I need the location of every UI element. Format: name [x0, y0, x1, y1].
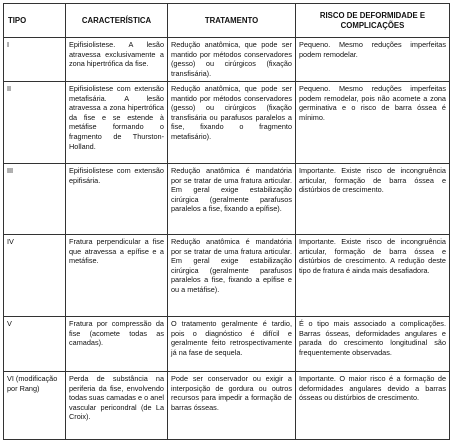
- header-tratamento: TRATAMENTO: [168, 4, 296, 38]
- cell-tratamento: Redução anatômica, que pode ser mantido por métodos conservadores (gesso) ou cirúrgicos (fixação transfisária).: [168, 38, 296, 82]
- cell-risco: Importante. O maior risco é a formação de deformidades angulares devido a barras ósseas ou distúrbios de crescimento.: [296, 372, 450, 440]
- cell-tipo: I: [4, 38, 66, 82]
- cell-tipo: III: [4, 164, 66, 235]
- table-row: [4, 82, 450, 164]
- cell-tipo: V: [4, 317, 66, 372]
- cell-tipo: II: [4, 82, 66, 164]
- table-row: [4, 38, 450, 82]
- header-risco: RISCO DE DEFORMIDADE E COMPLICAÇÕES: [296, 4, 450, 38]
- table-header-row: [4, 4, 450, 38]
- physeal-fracture-classification-table: [3, 3, 450, 440]
- table-row: [4, 372, 450, 440]
- header-caracteristica: CARACTERÍSTICA: [66, 4, 168, 38]
- cell-risco: Pequeno. Mesmo reduções imperfeitas podem remodelar.: [296, 38, 450, 82]
- cell-caracteristica: Epifisiolistese com extensão epifisária.: [66, 164, 168, 235]
- cell-risco: Importante. Existe risco de incongruência articular, formação de barra óssea e distúrbios de crescimento.: [296, 164, 450, 235]
- cell-risco: Pequeno. Mesmo reduções imperfeitas podem remodelar, pois não acomete a zona germinativa e o risco de barra óssea é mínimo.: [296, 82, 450, 164]
- cell-caracteristica: Fratura perpendicular a fise que atravessa a epífise e a metáfise.: [66, 235, 168, 317]
- header-tipo: TIPO: [4, 4, 66, 38]
- cell-tratamento: Redução anatômica é mandatória por se tratar de uma fratura articular. Em geral exige estabilização cirúrgica (geralmente parafusos paralelos a fise, fixando a epífise).: [168, 164, 296, 235]
- cell-tratamento: O tratamento geralmente é tardio, pois o diagnóstico é difícil e geralmente feito retrospectivamente já na fase de sequela.: [168, 317, 296, 372]
- cell-tratamento: Redução anatômica, que pode ser mantido por métodos conservadores (gesso) ou cirúrgicos (fixação transfisária ou parafusos paralelos a fise, fixando o fragmento metafisário).: [168, 82, 296, 164]
- cell-caracteristica: Perda de substância na periferia da fise, envolvendo todas suas camadas e o anel vascular pericondral (de La Croix).: [66, 372, 168, 440]
- cell-risco: É o tipo mais associado a complicações. Barras ósseas, deformidades angulares e parada do crescimento longitudinal são frequentemente observadas.: [296, 317, 450, 372]
- cell-caracteristica: Epifisiolistese com extensão metafisária. A lesão atravessa a zona hipertrófica da fise e se estende à metáfise formando o fragmento de Thurston-Holland.: [66, 82, 168, 164]
- cell-risco: Importante. Existe risco de incongruência articular, formação de barra óssea e distúrbios de crescimento. A redução deste tipo de fratura é ainda mais desafiadora.: [296, 235, 450, 317]
- cell-tipo: IV: [4, 235, 66, 317]
- cell-caracteristica: Fratura por compressão da fise (acomete todas as camadas).: [66, 317, 168, 372]
- table-row: [4, 317, 450, 372]
- cell-tipo: VI (modificação por Rang): [4, 372, 66, 440]
- table-row: [4, 164, 450, 235]
- cell-tratamento: Redução anatômica é mandatória por se tratar de uma fratura articular. Em geral exige estabilização cirúrgica (geralmente parafusos paralelos a fise, fixando a epífise e ou a metáfise).: [168, 235, 296, 317]
- cell-tratamento: Pode ser conservador ou exigir a interposição de gordura ou outros recursos para impedir a formação de barras ósseas.: [168, 372, 296, 440]
- table-row: [4, 235, 450, 317]
- cell-caracteristica: Epifisiolistese. A lesão atravessa exclusivamente a zona hipertrófica da fise.: [66, 38, 168, 82]
